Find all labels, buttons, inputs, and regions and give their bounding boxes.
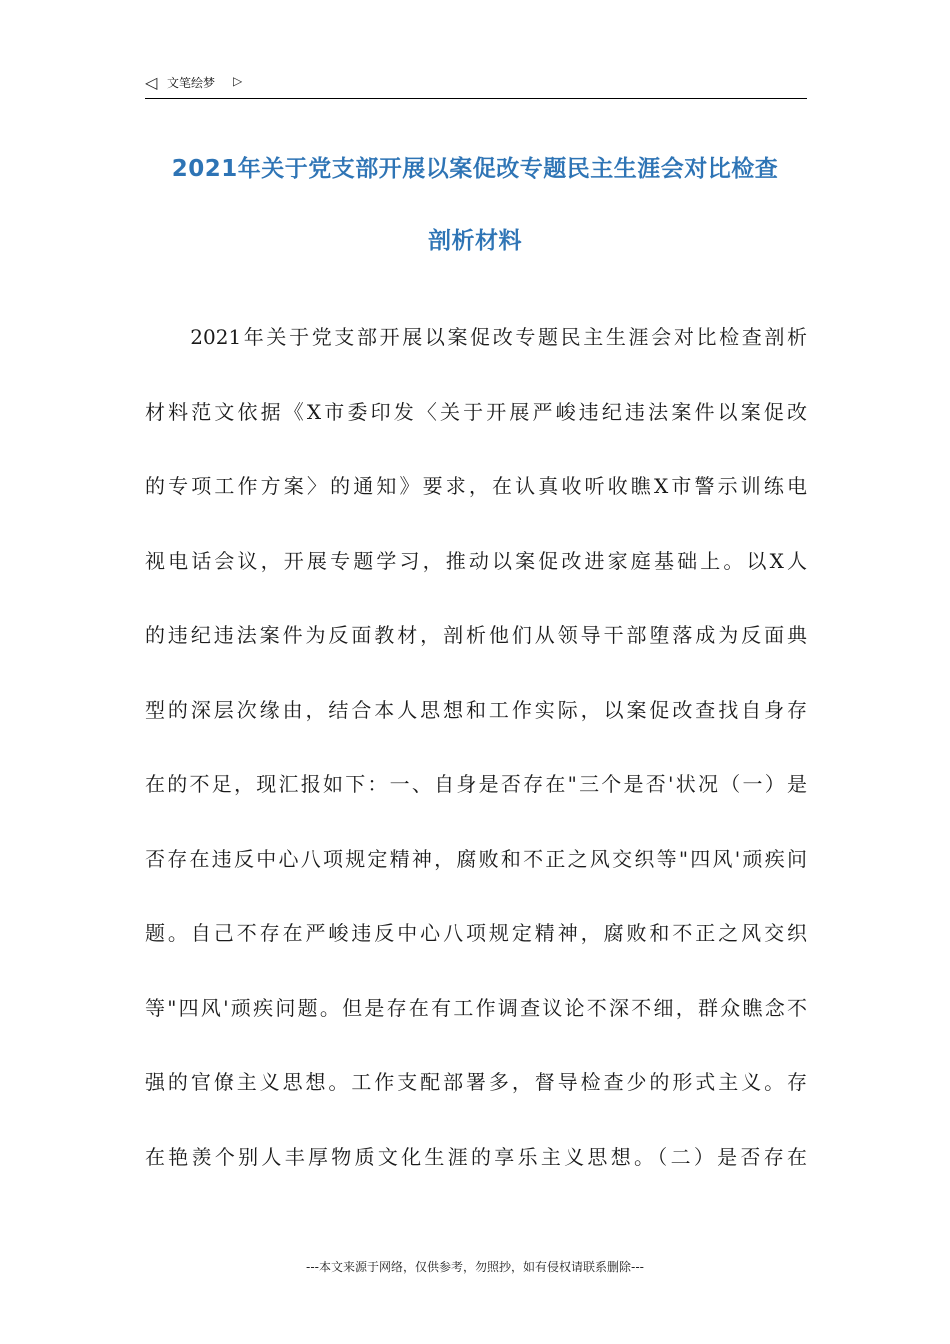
left-triangle-icon: ◁ (145, 73, 158, 92)
body-line: 在的不足，现汇报如下：一、自身是否存在"三个是否'状况（一）是 (145, 772, 807, 796)
body-line: 2021年关于党支部开展以案促改专题民主生涯会对比检查剖析 (145, 325, 807, 349)
body-line: 型的深层次缘由，结合本人思想和工作实际，以案促改查找自身存 (145, 697, 807, 722)
body-line: 强的官僚主义思想。工作支配部署多，督导检查少的形式主义。存 (145, 1070, 807, 1094)
body-paragraph (145, 300, 807, 1194)
document-title (140, 133, 810, 277)
body-line: 否存在违反中心八项规定精神，腐败和不正之风交织等"四风'顽疾问 (145, 846, 807, 871)
body-line: 的违纪违法案件为反面教材，剖析他们从领导干部堕落成为反面典 (145, 623, 807, 647)
header-brand: 文笔绘梦 (167, 76, 216, 90)
body-line: 的专项工作方案〉的通知》要求，在认真收听收瞧X市警示训练电 (145, 474, 807, 498)
footer-notice: ---本文来源于网络，仅供参考，勿照抄，如有侵权请联系删除--- (306, 1260, 644, 1274)
body-line: 等"四风'顽疾问题。但是存在有工作调查议论不深不细，群众瞧念不 (145, 995, 807, 1020)
right-triangle-icon: ▷ (233, 74, 243, 88)
title-line-2: 剖析材料 (428, 228, 522, 254)
title-line-1: 2021年关于党支部开展以案促改专题民主生涯会对比检查 (171, 156, 779, 182)
body-line: 材料范文依据《X市委印发〈关于开展严峻违纪违法案件以案促改 (145, 399, 807, 424)
body-line: 视电话会议，开展专题学习，推动以案促改进家庭基础上。以X人 (145, 548, 807, 573)
page-header (145, 72, 807, 99)
body-line: 在艳羡个别人丰厚物质文化生涯的享乐主义思想。（二）是否存在 (145, 1144, 807, 1169)
body-line: 题。自己不存在严峻违反中心八项规定精神，腐败和不正之风交织 (145, 921, 807, 945)
